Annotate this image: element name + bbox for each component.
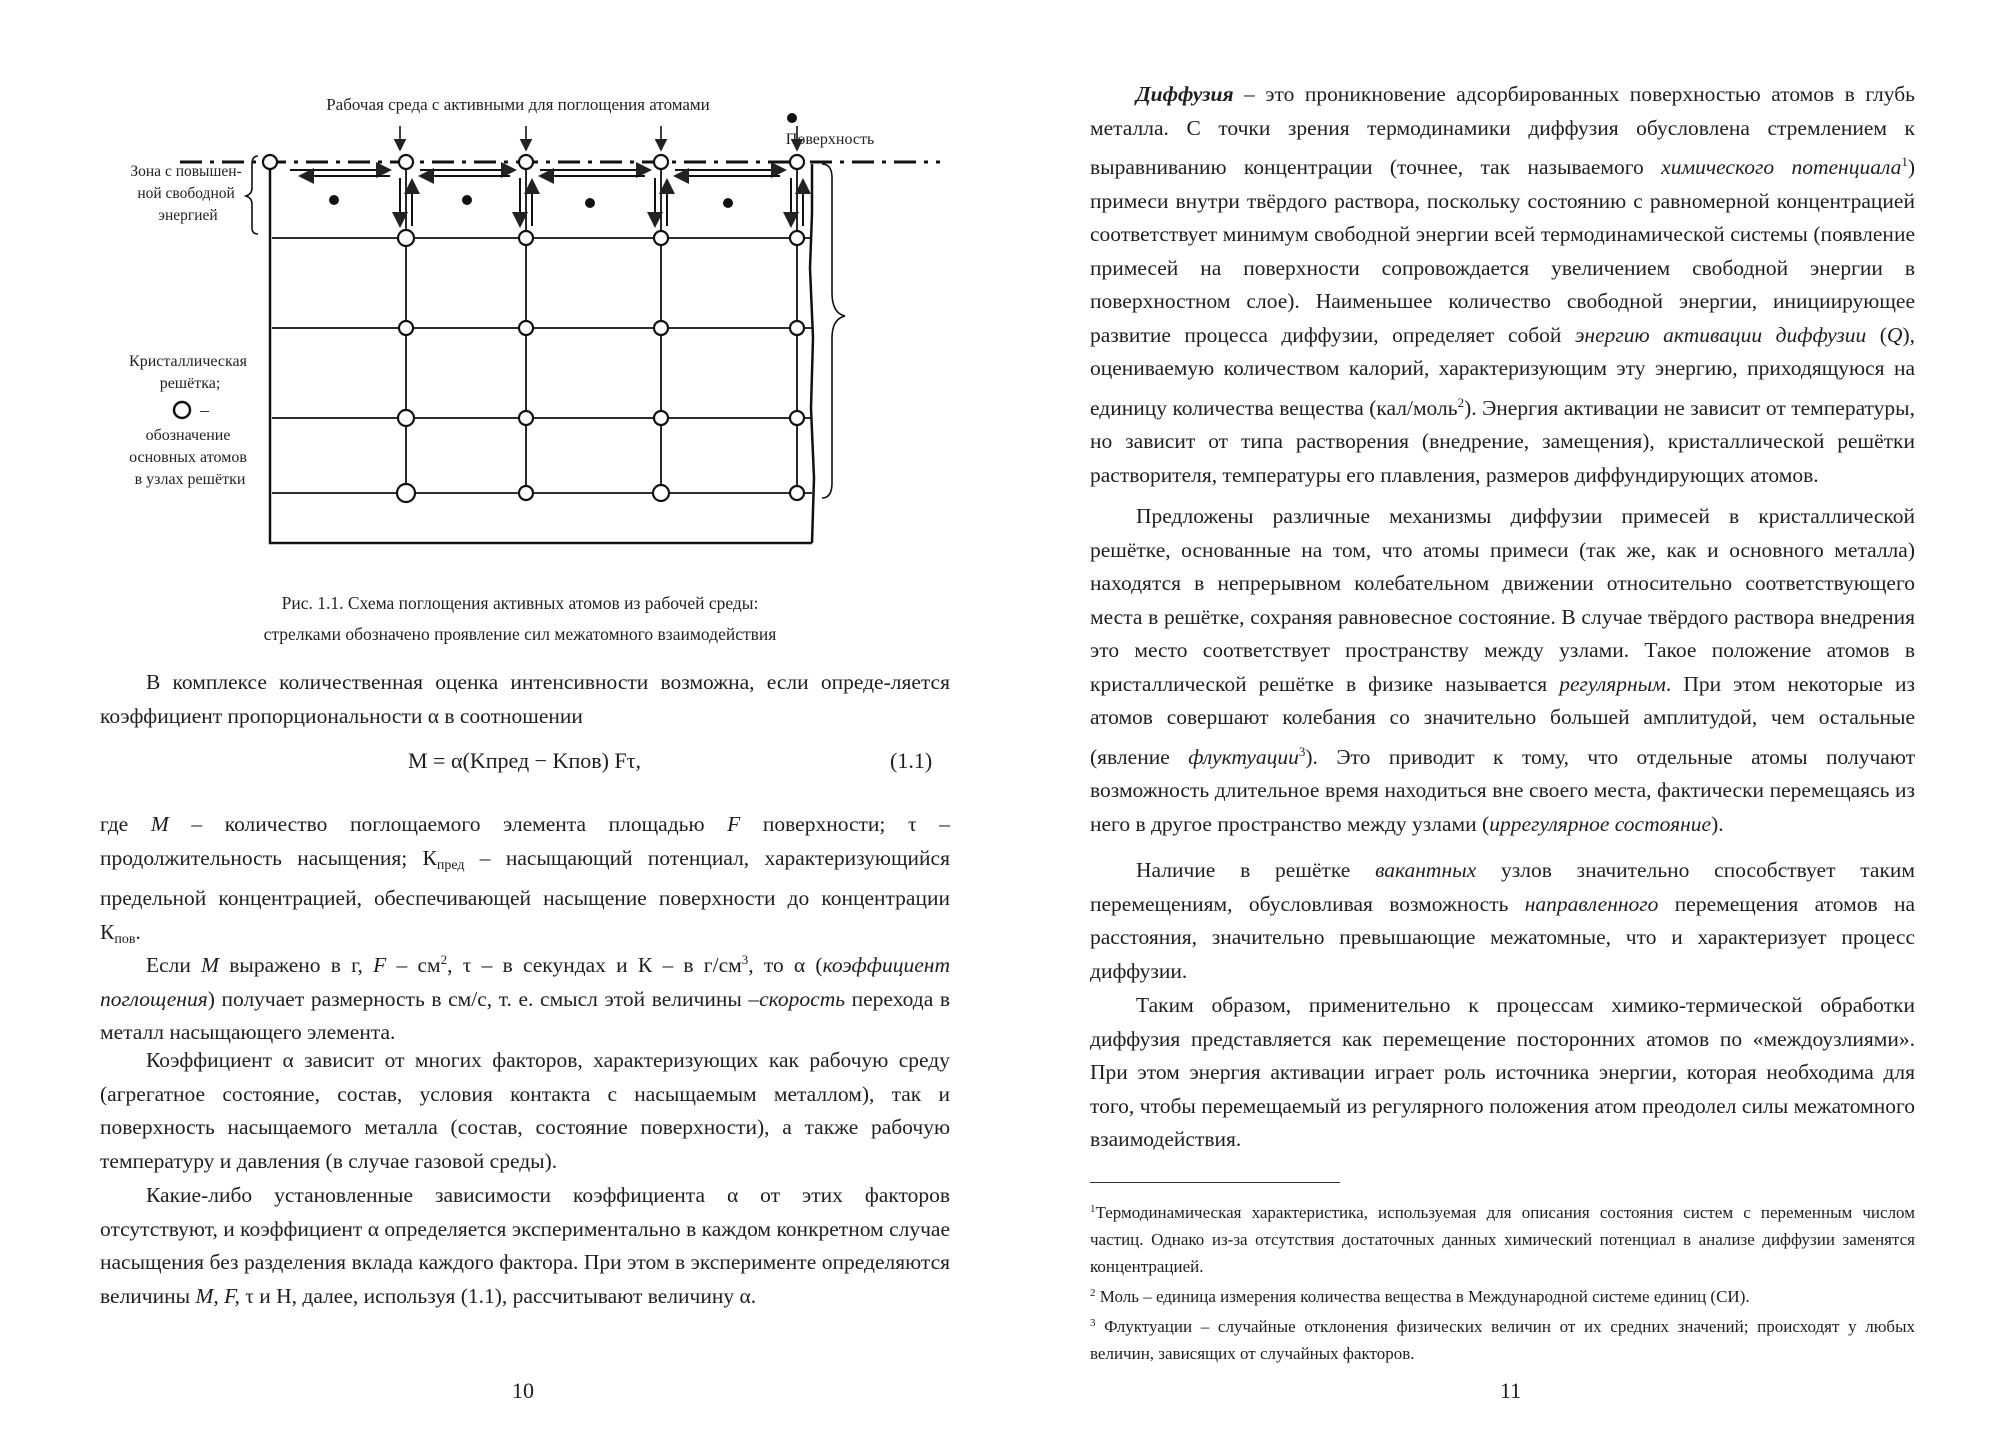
left-paragraph-4: Коэффициент α зависит от многих факторов, характеризующих как рабочую среду (агрегатное состояние, состав, условия контакта с насыщаемым металлом), так и поверхность насыщаемого металла (состав, состояние поверхности), а также рабочую температуру и давления (в случае газовой среды).	[100, 1048, 950, 1173]
incoming-arrows	[400, 126, 797, 150]
right-page	[1000, 0, 2000, 1443]
zone-brace	[246, 156, 258, 234]
atom-legend-label: обозначение основных атомов в узлах решётки	[129, 427, 247, 488]
page-number-left: 10	[512, 1378, 534, 1403]
footnote-3: $^3$ Флуктуации – случайные отклонения физических величин от их средних значений; происходят у любых величин, зависящих от случайных факторов.	[1090, 1317, 1915, 1363]
footnote-separator	[1090, 1182, 1340, 1183]
formula-number: (1.1)	[890, 748, 933, 773]
lattice-brace	[822, 164, 845, 498]
lattice-label: Кристаллическая решётка;	[129, 353, 247, 392]
active-atom-dot	[787, 113, 797, 123]
right-paragraph-1: Диффузия – это проникновение адсорбированных поверхностью атомов в глубь металла. С точки зрения термодинамики диффузия обусловлена стремлением к выравниванию концентрации (точнее, так называемого химического потенциала$^1$) примеси внутри твёрдого раствора, поскольку состоянию с равномерной концентрацией соответствует минимум свободной энергии всей термодинамической системы (появление примесей на поверхности сопровождается увеличением свободной энергии в поверхностном слое). Наименьшее количество свободной энергии, инициирующее развитие процесса диффузии, определяет собой энергию активации диффузии (Q), оцениваемую количеством калорий, характеризующим эту энергию, приходящуюся на единицу количества вещества (кал/моль$^2$). Энергия активации не зависит от температуры, но зависит от типа растворения (внедрение, замещения), кристаллической решётки растворителя, температуры его плавления, размеров диффундирующих атомов.	[1090, 82, 1916, 487]
lattice-outline	[270, 164, 814, 543]
surface-force-arrows	[290, 170, 785, 176]
right-paragraph-3: Наличие в решётке вакантных узлов значительно способствует таким перемещениям, обусловливая возможность направленного перемещения атомов на расстояния, значительно превышающие межатомные, что и характеризует процесс диффузии.	[1090, 858, 1916, 983]
atom-legend-dash: –	[200, 400, 209, 420]
footnote-2: $^2$ Моль – единица измерения количества вещества в Международной системе единиц (СИ).	[1090, 1287, 1750, 1306]
zone-force-arrows	[400, 178, 803, 226]
diffusion-scheme-figure	[100, 88, 950, 548]
left-paragraph-3: Если M выражено в г, F – $см^2$, τ – в секундах и К – в $г/см^3$, то α (коэффициент поглощения) получает размерность в см/с, т. е. смысл этой величины –скорость перехода в металл насыщающего элемента.	[100, 952, 950, 1044]
figure-surface-label: Поверхность	[785, 131, 875, 148]
formula-1-1: M = α(Kпред − Kпов) Fτ,	[408, 748, 642, 773]
right-paragraph-2: Предложены различные механизмы диффузии примесей в кристаллической решётке, основанные на том, что атомы примеси (так же, как и основного металла) находятся в непрерывном колебательном движении относительно соответствующего места в решётке, сохраняя равновесное состояние. В случае твёрдого раствора внедрения это место соответствует пространству между узлами. Такое положение атомов в кристаллической решётке в физике называется регулярным. При этом некоторые из атомов совершают колебания со значительно большей амплитудой, чем остальные (явление флуктуации$^3$). Это приводит к тому, что отдельные атомы получают возможность длительное время находиться вне своего места, фактически перемещаясь из него в другое пространство между узлами (иррегулярное состояние).	[1090, 504, 1915, 836]
left-paragraph-5: Какие-либо установленные зависимости коэффициента α от этих факторов отсутствуют, и коэффициент α определяется экспериментально в каждом конкретном случае насыщения без разделения вклада каждого фактора. При этом в эксперименте определяются величины M, F, τ и Н, далее, используя (1.1), рассчитывают величину α.	[100, 1183, 950, 1308]
figure-caption-line-1: Рис. 1.1. Схема поглощения активных атомов из рабочей среды:	[281, 593, 759, 613]
footnotes	[1090, 1196, 1915, 1367]
figure-top-label: Рабочая среда с активными для поглощения атомами	[326, 95, 710, 114]
atom-legend-icon	[174, 402, 190, 418]
page-number-right: 11	[1500, 1378, 1522, 1403]
left-paragraph-2: где M – количество поглощаемого элемента площадью F поверхности; τ – продолжительность насыщения; $К_{пред}$ – насыщающий потенциал, характеризующийся предельной концентрацией, обеспечивающей насыщение поверхности до концентрации $К_{пов}$.	[100, 812, 950, 947]
left-paragraph-1: В комплексе количественная оценка интенсивности возможна, если опреде-ляется коэффициент пропорциональности α в соотношении	[100, 670, 950, 728]
zone-label: Зона с повышен- ной свободной энергией	[130, 163, 242, 224]
figure-caption-line-2: стрелками обозначено проявление сил межатомного взаимодействия	[263, 624, 777, 644]
right-paragraph-4: Таким образом, применительно к процессам химико-термической обработки диффузия представляется как перемещение посторонних атомов по «междоузлиями». При этом энергия активации играет роль источника энергии, которая необходима для того, чтобы перемещаемый из регулярного положения атом преодолел силы межатомного взаимодействия.	[1090, 993, 1915, 1151]
footnote-1: $^1$Термодинамическая характеристика, используемая для описания состояния систем с переменным числом частиц. Однако из-за отсутствия достаточных данных химический потенциал в анализе диффузии заменятся концентрацией.	[1090, 1203, 1915, 1276]
lattice-rows	[272, 238, 812, 493]
